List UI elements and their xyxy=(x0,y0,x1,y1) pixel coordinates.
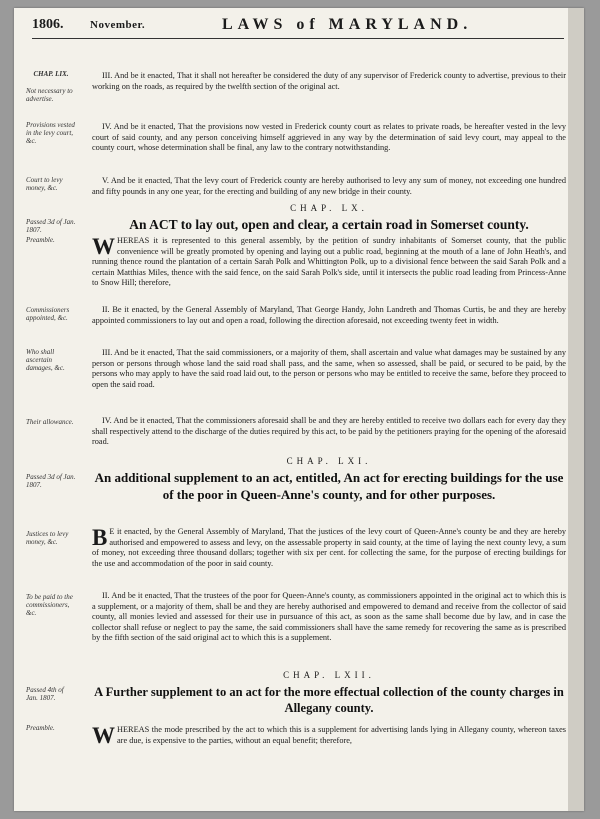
section-lx-4: IV. And be it enacted, That the commissioners aforesaid shall be and they are hereby entitled to receive two dollars each for every day they shall respectively attend to the discharge of the duties required by this act, to be paid by the petitioners praying for the opening of the aforesaid road. xyxy=(92,416,567,447)
margin-passed-lxii: Passed 4th of Jan. 1807. xyxy=(26,686,64,702)
section-lix-5: V. And be it enacted, That the levy court of Frederick county are hereby authorised to levy any sum of money, not exceeding one hundred and fifty pounds in any one year, for the erecting and building of any new bridge in their county. xyxy=(92,176,566,196)
margin-passed-lxi: Passed 3d of Jan. 1807. xyxy=(26,473,76,489)
act-title-lx: An ACT to lay out, open and clear, a certain road in Somerset county. xyxy=(129,217,529,232)
margin-not-necessary: Not necessary to advertise. xyxy=(26,87,73,103)
chapter-heading-lx: CHAP. LX. xyxy=(290,203,368,213)
margin-justices: Justices to levy money, &c. xyxy=(26,530,69,546)
section-lx-2: II. Be it enacted, by the General Assembly of Maryland, That George Handy, John Landreth and Thomas Curtis, be and they are hereby appointed commissioners to lay out and open a road, following the direction aforesaid, not exceeding twenty feet in width. xyxy=(92,305,566,325)
margin-court-levy: Court to levy money, &c. xyxy=(26,176,63,192)
margin-passed-lx: Passed 3d of Jan. 1807. xyxy=(26,218,76,234)
preamble-lxii: WHEREAS the mode prescribed by the act to which this is a supplement for advertising lands lying in Allegany county, whereon taxes are due, is expensive to the parties, without an equal benefit; therefore, xyxy=(92,723,566,748)
dropcap-w: W xyxy=(92,234,115,259)
margin-commissioners: Commissioners appointed, &c. xyxy=(26,306,70,322)
act-title-lxii: A Further supplement to an act for the more effectual collection of the county charges in Allegany county. xyxy=(94,685,564,715)
chapter-heading-lxii: CHAP. LXII. xyxy=(283,670,375,680)
margin-damages: Who shall ascertain damages, &c. xyxy=(26,348,65,372)
running-header xyxy=(32,17,562,39)
header-year: 1806. xyxy=(32,17,64,32)
preamble-lx: WHEREAS it is represented to this general assembly, by the petition of sundry inhabitants of Somerset county, that the public convenience will be greatly promoted by opening and laying out a public road, beginning at the mouth of a lane of John Heath's, and running thence round the plantation of a certain Sarah Polk and Whittington Polk, up to a divisional fence between the said Sarah Polk and a certain Matthias Miles, thence with the said fence, on the said Sarah Polk's side, until it intersects the public road leading from Princess-Anne to Snow Hill; therefore, xyxy=(92,234,566,288)
margin-chap-lix: CHAP. LIX. xyxy=(33,70,69,78)
section-lxi-2: II. And be it enacted, That the trustees of the poor for Queen-Anne's county, as commissioners appointed in the original act to which this is a supplement, or a majority of them, shall be and they are hereby authorised and empowered to demand and receive from the collector of said county, all monies levied and assessed for their use in pursuance of this act, as soon as the same shall become due by law, and in case the collector shall refuse or neglect to pay the same, the said commissioners shall have the same remedy for recovering the same as is prescribed by the fifth section of the said original act to which this is a supplement. xyxy=(92,591,566,643)
margin-allowance: Their allowance. xyxy=(26,418,74,426)
section-lxi-1: B E it enacted, by the General Assembly of Maryland, That the justices of the levy court of Queen-Anne's county be and they are hereby authorised and empowered to assess and levy, on the assessable property in said county, at the time of laying the next county levy, a sum of money, not exceeding three thousand dollars; together with six per cent. for collecting the same, for the purpose of erecting buildings for the use and accommodation of the poor in said county. xyxy=(92,525,566,568)
section-lix-4: IV. And be it enacted, That the provisions now vested in Frederick county court as relates to private roads, be hereafter vested in the levy court of said county, and any person conceiving himself aggrieved in any way by the determination of said levy court, may appeal to the county court, whose determination shall be final, any law to the contrary notwithstanding. xyxy=(92,122,566,153)
margin-preamble-lxii: Preamble. xyxy=(26,724,55,732)
header-title: LAWS of MARYLAND. xyxy=(222,16,473,33)
document-page xyxy=(14,8,584,811)
section-lx-3: III. And be it enacted, That the said commissioners, or a majority of them, shall ascertain and value what damages may be sustained by any person or persons through whose land the said road shall pass, and the same, when so assessed, shall be paid, or secured to be paid, by the persons who may apply to have the said road laid out, to the person or persons who may be entitled to receive the same, before they proceed to open the said road. xyxy=(92,348,566,389)
dropcap-b: B xyxy=(92,525,108,550)
act-title-lxi: An additional supplement to an act, entitled, An act for erecting buildings for the use of the poor in Queen-Anne's county, and for other purposes. xyxy=(94,470,564,502)
dropcap-w2: W xyxy=(92,723,115,748)
chapter-heading-lxi: CHAP. LXI. xyxy=(286,456,372,466)
margin-preamble-lx: Preamble. xyxy=(26,236,55,244)
page-edge-shadow xyxy=(568,8,584,811)
margin-provisions: Provisions vested in the levy court, &c. xyxy=(26,121,75,145)
header-month: November. xyxy=(90,19,146,31)
margin-to-be-paid: To be paid to the commissioners, &c. xyxy=(26,593,73,617)
section-lix-3: III. And be it enacted, That it shall not hereafter be considered the duty of any supervisor of Frederick county to advertise, previous to their working on the roads, as required by the twelfth section of the original act. xyxy=(92,71,566,91)
header-rule xyxy=(32,38,564,39)
